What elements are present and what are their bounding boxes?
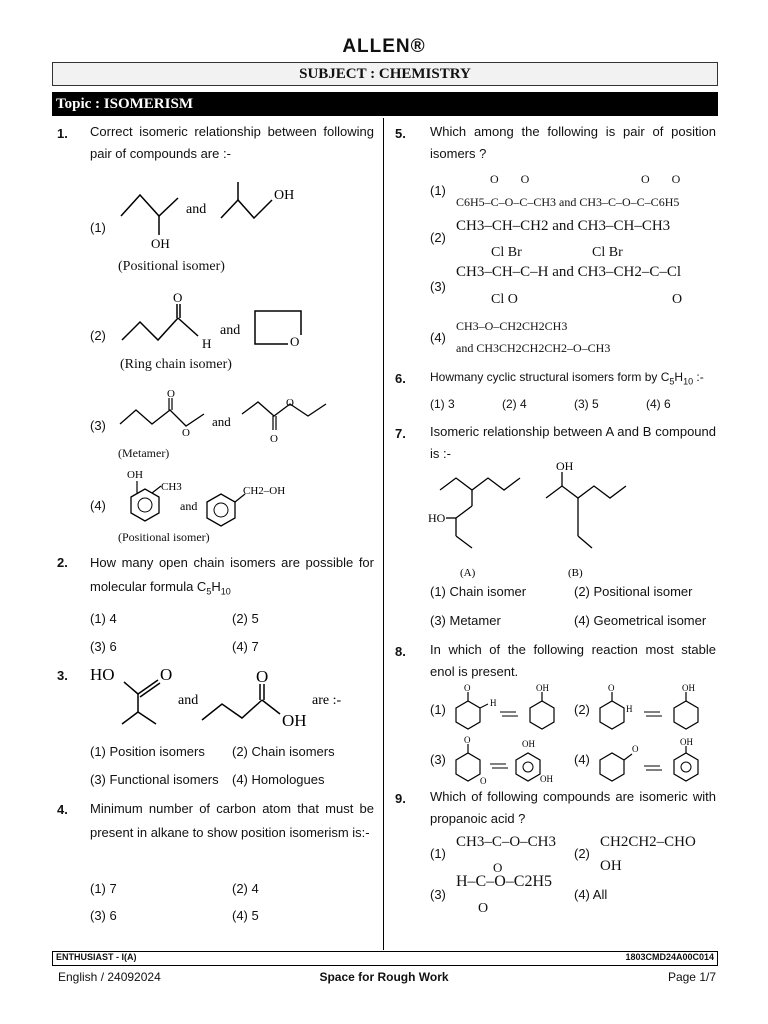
q2-number: 2. (57, 555, 68, 570)
q4-number: 4. (57, 802, 68, 817)
q6-option-1[interactable]: (1) 3 (430, 397, 455, 411)
q1-opt2-caption: (Ring chain isomer) (120, 357, 232, 372)
q6-option-3[interactable]: (3) 5 (574, 397, 599, 411)
footer-page-number: Page 1/7 (667, 970, 716, 984)
q9-option-4[interactable]: (4) All (574, 887, 608, 902)
q8-opt1-label: (1) (430, 702, 446, 717)
q1-opt3-o3: O (270, 433, 278, 445)
q1-opt4-and: and (180, 499, 198, 513)
footer-rough-work: Space for Rough Work (319, 970, 449, 984)
q5-opt3-label: (3) (430, 279, 446, 294)
q8-opt2-o: O (608, 683, 615, 693)
q4-text: Minimum number of carbon atom that must be present in alkane to show position isomerism is:- (90, 801, 374, 840)
q5-opt3-subst-right: O (672, 292, 683, 307)
q8-opt2-structure (596, 683, 716, 736)
q7-number: 7. (395, 426, 406, 441)
q1-opt3-label: (3) (90, 418, 106, 433)
q7-label-a: (A) (460, 567, 476, 579)
q4-option-4[interactable]: (4) 5 (232, 908, 259, 923)
q7-label-b: (B) (568, 567, 583, 579)
q5-opt2-label: (2) (430, 230, 446, 245)
q9-opt3-o: O (478, 901, 489, 916)
q1-opt1-oh-b: OH (274, 188, 295, 203)
q5-opt2-subst-left: Cl Br (491, 245, 522, 260)
q5-number: 5. (395, 126, 406, 141)
footer-batch: ENTHUSIAST - I(A) (56, 952, 137, 962)
q3-option-4[interactable]: (4) Homologues (232, 772, 325, 787)
q1-opt4-label: (4) (90, 498, 106, 513)
q1-opt3-o4: O (286, 397, 294, 409)
q1-opt2-structure (118, 292, 318, 352)
q5-opt1-oxygens-right: OO (641, 172, 703, 186)
q8-opt4-oh: OH (680, 737, 693, 747)
q8-text: In which of the following reaction most stable enol is present. (430, 642, 716, 679)
q1-opt4-ch3: CH3 (161, 481, 182, 493)
q1-opt3-caption: (Metamer) (118, 446, 170, 460)
q7-ho: HO (428, 511, 446, 525)
q8-opt3-label: (3) (430, 752, 446, 767)
q1-opt4-caption: (Positional isomer) (118, 530, 210, 544)
brand-logo: ALLEN® (342, 36, 426, 57)
footer-language-date: English / 24092024 (58, 970, 161, 984)
q3-oh: OH (282, 711, 307, 730)
q3-option-3[interactable]: (3) Functional isomers (90, 772, 219, 787)
q3-option-2[interactable]: (2) Chain isomers (232, 744, 335, 759)
q5-opt1-label: (1) (430, 183, 446, 198)
q5-opt1-oxygens-left: OO (490, 172, 552, 186)
q7-oh: OH (556, 459, 574, 473)
topic-bar: Topic : ISOMERISM (52, 92, 718, 116)
q9-number: 9. (395, 791, 406, 806)
q8-opt4-label: (4) (574, 752, 590, 767)
q8-opt3-o2: O (480, 776, 487, 786)
q4-option-2[interactable]: (2) 4 (232, 881, 259, 896)
q1-opt1-oh-a: OH (151, 236, 170, 251)
q9-opt2-label: (2) (574, 846, 590, 861)
q1-opt4-structure (115, 466, 305, 528)
q2-option-3[interactable]: (3) 6 (90, 639, 117, 654)
q1-opt2-label: (2) (90, 328, 106, 343)
q5-opt4-label: (4) (430, 330, 446, 345)
q8-opt2-h: H (626, 704, 633, 714)
q7-option-4[interactable]: (4) Geometrical isomer (574, 613, 707, 628)
q1-opt2-and: and (220, 323, 241, 338)
q9-opt2-formula: CH2CH2–CHO (600, 834, 696, 850)
q1-number: 1. (57, 126, 68, 141)
q7-option-1[interactable]: (1) Chain isomer (430, 584, 527, 599)
footer-box (52, 951, 718, 966)
q3-are: are :- (312, 693, 342, 708)
q5-opt3-formula: CH3–CH–C–H and CH3–CH2–C–Cl (456, 264, 682, 280)
q6-number: 6. (395, 371, 406, 386)
q6-option-4[interactable]: (4) 6 (646, 397, 671, 411)
q9-opt3-formula: H–C–O–C2H5 (456, 873, 553, 890)
q1-opt1-caption: (Positional isomer) (118, 259, 225, 274)
q9-opt1-label: (1) (430, 846, 446, 861)
q1-opt2-ring-o: O (290, 334, 300, 349)
q4-option-1[interactable]: (1) 7 (90, 881, 117, 896)
q5-opt3-subst-left: Cl O (491, 292, 518, 307)
q8-opt2-oh: OH (682, 683, 695, 693)
q5-text: Which among the following is pair of position isomers ? (430, 124, 716, 161)
q5-opt4-formula-a: CH3–O–CH2CH2CH3 (456, 319, 568, 333)
q1-opt3-and: and (212, 414, 231, 429)
q2-option-1[interactable]: (1) 4 (90, 611, 117, 626)
q7-option-2[interactable]: (2) Positional isomer (574, 584, 693, 599)
q8-opt4-o: O (632, 744, 639, 754)
q9-text: Which of following compounds are isomeric with propanoic acid ? (430, 789, 716, 826)
q5-opt4-formula-b: and CH3CH2CH2CH2–O–CH3 (456, 341, 611, 355)
footer-code: 1803CMD24A00C014 (625, 952, 714, 962)
q2-option-2[interactable]: (2) 5 (232, 611, 259, 626)
q9-opt1-o: O (493, 860, 503, 875)
q3-option-1[interactable]: (1) Position isomers (90, 744, 205, 759)
q3-ho: HO (90, 665, 115, 684)
q8-opt1-o: O (464, 683, 471, 693)
q1-opt1-structure (118, 180, 318, 255)
q8-number: 8. (395, 644, 406, 659)
q1-opt4-oh: OH (127, 469, 143, 481)
column-divider (383, 118, 384, 950)
q8-opt3-o1: O (464, 735, 471, 745)
q8-opt1-oh: OH (536, 683, 549, 693)
q8-opt1-structure (452, 683, 572, 736)
q5-opt1-formula: C6H5–C–O–C–CH3 and CH3–C–O–C–C6H5 (456, 195, 680, 209)
q6-text: Howmany cyclic structural isomers form by $C_5H_{10}$ :- (430, 370, 704, 387)
q7-structures (426, 458, 646, 579)
q3-o2: O (256, 667, 269, 686)
q5-opt2-formula: CH3–CH–CH2 and CH3–CH–CH3 (456, 218, 671, 234)
q8-opt4-structure (596, 738, 716, 788)
q4-option-3[interactable]: (3) 6 (90, 908, 117, 923)
q8-opt3-oh1: OH (522, 739, 535, 749)
q5-opt2-subst-right: Cl Br (592, 245, 623, 260)
q7-option-3[interactable]: (3) Metamer (430, 613, 501, 628)
q3-and: and (178, 693, 199, 708)
q8-opt3-structure (452, 735, 572, 788)
q1-opt4-ch2oh: CH2–OH (243, 485, 286, 497)
q2-text: How many open chain isomers are possible for molecular formula $C_5H_{10}$ (90, 555, 374, 597)
q1-opt1-and: and (186, 202, 207, 217)
q8-opt2-label: (2) (574, 702, 590, 717)
q8-opt1-h: H (490, 698, 497, 708)
q1-opt3-structure (118, 388, 343, 450)
q2-option-4[interactable]: (4) 7 (232, 639, 259, 654)
q1-opt1-label: (1) (90, 220, 106, 235)
q1-opt2-h: H (202, 336, 212, 351)
q3-structure (88, 660, 378, 738)
q6-option-2[interactable]: (2) 4 (502, 397, 527, 411)
q8-opt3-oh2: OH (540, 774, 553, 784)
subject-title: SUBJECT : CHEMISTRY (52, 62, 718, 86)
q7-text: Isomeric relationship between A and B compound is :- (430, 424, 716, 461)
q9-opt1-formula: CH3–C–O–CH3 (456, 834, 557, 850)
q3-number: 3. (57, 668, 68, 683)
q9-opt3-label: (3) (430, 887, 446, 902)
q1-opt3-o2: O (182, 427, 190, 439)
q9-opt2-oh: OH (600, 858, 622, 874)
q3-o1: O (160, 665, 173, 684)
q1-opt3-o1: O (167, 388, 175, 400)
q1-opt2-o: O (173, 290, 183, 305)
q1-text: Correct isomeric relationship between following pair of compounds are :- (90, 124, 374, 161)
